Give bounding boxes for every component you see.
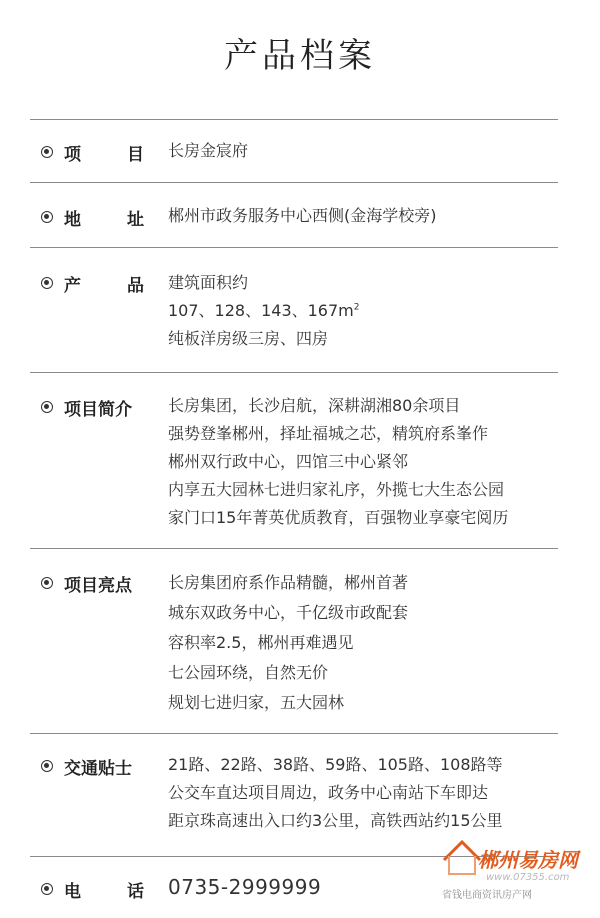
watermark-logo: [440, 836, 590, 906]
bullet-icon: [41, 401, 53, 413]
area-values: 107、128、143、167m: [168, 301, 354, 320]
section-address: [30, 183, 558, 248]
content-line: 家门口15年菁英优质教育，百强物业享豪宅阅历: [168, 508, 509, 527]
label-char: 址: [127, 210, 144, 230]
section-label: 交通贴士: [64, 759, 132, 779]
content-line: 容积率2.5，郴州再难遇见: [168, 633, 354, 652]
label-char: 地: [64, 210, 81, 230]
content-line: 内享五大园林七进归家礼序，外揽七大生态公园: [168, 480, 505, 499]
label-char: 品: [127, 276, 144, 296]
section-content: [168, 137, 558, 165]
section-label: [64, 140, 144, 165]
section-content: [168, 568, 558, 718]
section-project: [30, 120, 558, 183]
label-char: 电: [64, 882, 81, 902]
bullet-icon: [41, 277, 53, 289]
section-content: [168, 269, 558, 353]
content-line: 0735-2999999: [168, 875, 322, 899]
watermark-url: www.07355.com: [486, 872, 570, 883]
section-label: [64, 877, 144, 902]
section-label: 项目简介: [64, 400, 132, 420]
label-char: 产: [64, 276, 81, 296]
area-unit-superscript: 2: [353, 302, 360, 313]
bullet-icon: [41, 883, 53, 895]
content-line: 七公园环绕，自然无价: [168, 663, 329, 682]
content-line: 纯板洋房级三房、四房: [168, 329, 329, 348]
watermark-brand: 郴州易房网: [478, 848, 578, 872]
content-line: 公交车直达项目周边，政务中心南站下车即达: [168, 783, 489, 802]
bullet-icon: [41, 211, 53, 223]
content-line: 郴州双行政中心，四馆三中心紧邻: [168, 452, 409, 471]
watermark-tagline: 省钱电商资讯房产网: [442, 890, 532, 901]
content-line: 强势登峯郴州，择址福城之芯，精筑府系峯作: [168, 424, 489, 443]
content-line: 距京珠高速出入口约3公里，高铁西站约15公里: [168, 811, 503, 830]
page-title: 产品档案: [224, 36, 376, 76]
section-product: [30, 248, 558, 373]
label-char: 话: [127, 882, 144, 902]
content-line: 郴州市政务服务中心西侧(金海学校旁): [168, 206, 437, 225]
section-project-highlights: [30, 549, 558, 734]
bullet-icon: [41, 577, 53, 589]
section-content: [168, 392, 558, 532]
label-char: 目: [127, 145, 144, 165]
section-project-intro: [30, 373, 558, 549]
section-content: [168, 751, 558, 835]
section-content: [168, 202, 558, 230]
content-line: 长房集团府系作品精髓，郴州首著: [168, 573, 409, 592]
content-line: 长房金宸府: [168, 141, 249, 160]
content-line: 21路、22路、38路、59路、105路、108路等: [168, 755, 503, 774]
content-line: 规划七进归家，五大园林: [168, 693, 345, 712]
content-line: 长房集团，长沙启航，深耕湖湘80余项目: [168, 396, 461, 415]
content-line: [168, 297, 558, 325]
bullet-icon: [41, 146, 53, 158]
section-label: [64, 271, 144, 296]
content-line: 建筑面积约: [168, 273, 249, 292]
label-char: 项: [64, 145, 81, 165]
section-label: [64, 205, 144, 230]
section-label: 项目亮点: [64, 576, 132, 596]
content-line: 城东双政务中心，千亿级市政配套: [168, 603, 409, 622]
bullet-icon: [41, 760, 53, 772]
